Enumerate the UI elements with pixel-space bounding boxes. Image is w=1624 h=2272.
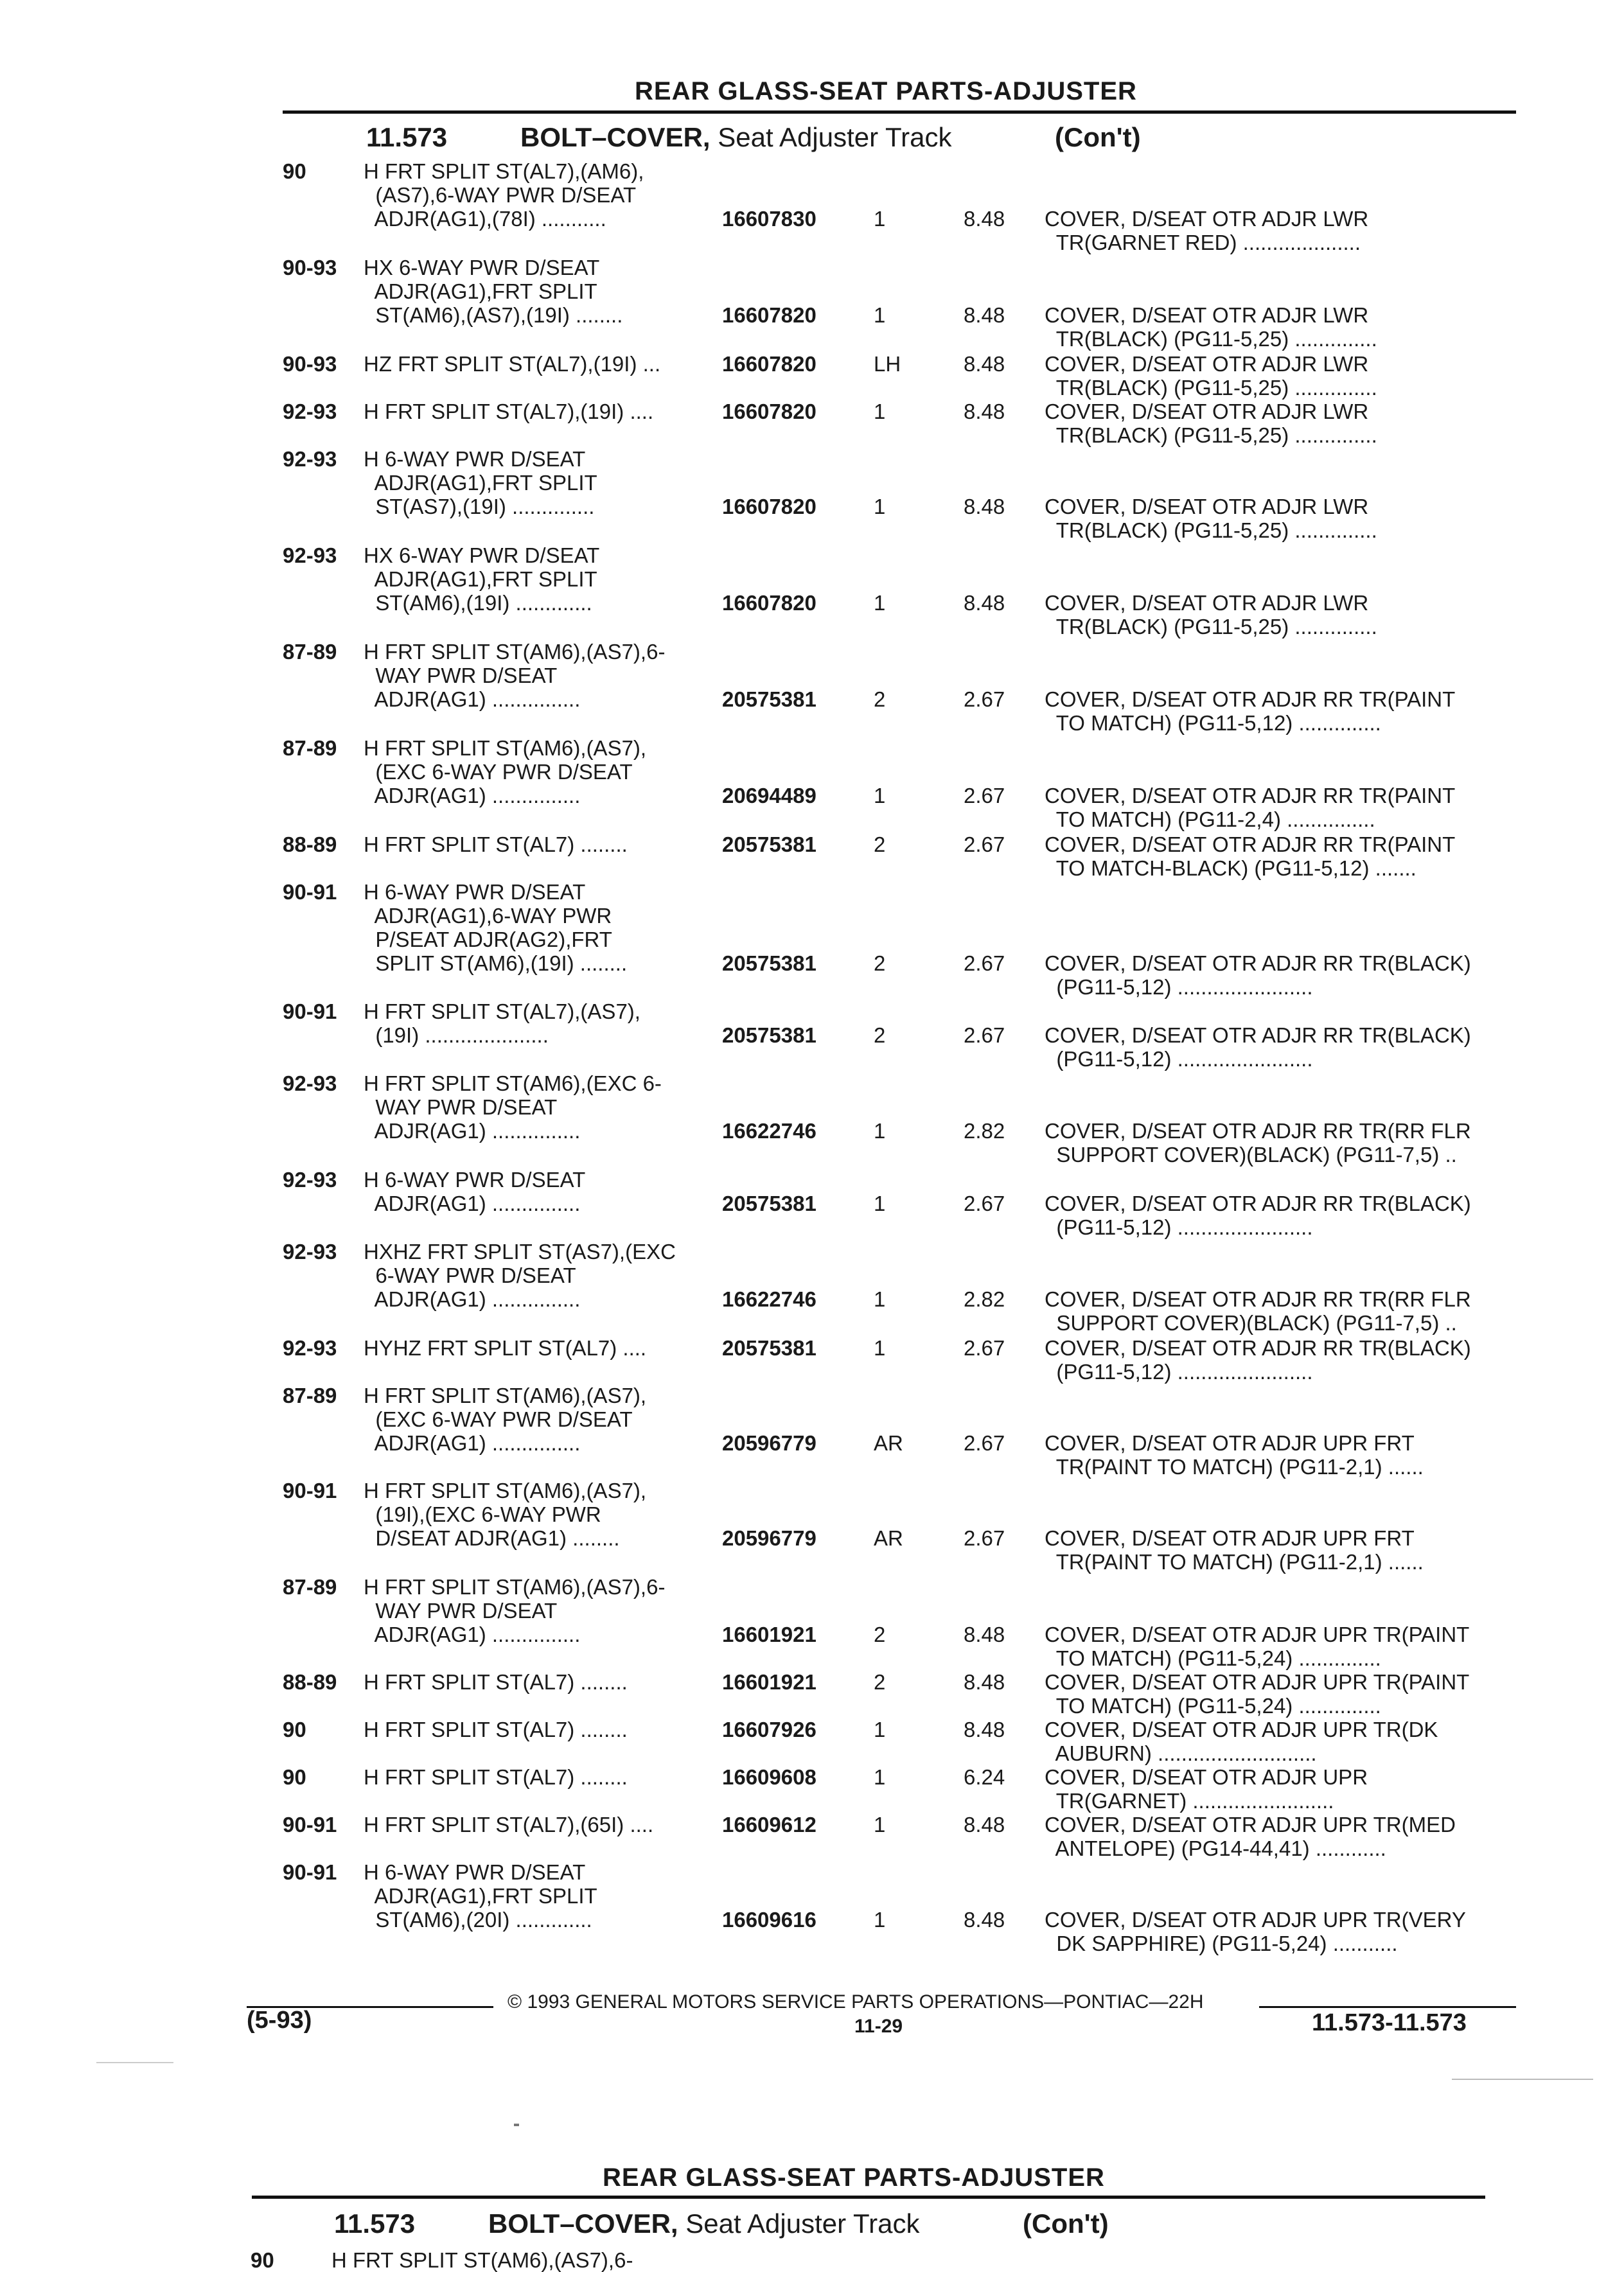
row-description: COVER, D/SEAT OTR ADJR LWR TR(BLACK) (PG11-5,25) .............. [1045, 352, 1377, 400]
row-application: H FRT SPLIT ST(AM6),(AS7), (19I),(EXC 6-WAY PWR D/SEAT ADJR(AG1) ........ [364, 1479, 647, 1550]
row-part-number: 16607820 [722, 495, 816, 518]
footer-page-number: 11-29 [854, 2016, 903, 2037]
row-years: 90-93 [283, 256, 337, 279]
row-part-number: 20575381 [722, 951, 816, 975]
row-price: 8.48 [964, 1813, 1005, 1836]
row-quantity: 2 [874, 951, 886, 975]
row-years: 90-91 [283, 1813, 337, 1836]
row-price: 2.67 [964, 1526, 1005, 1550]
row-quantity: 1 [874, 1813, 886, 1836]
row-part-number: 20596779 [722, 1526, 816, 1550]
row-years: 92-93 [283, 1168, 337, 1192]
row-description: COVER, D/SEAT OTR ADJR UPR TR(DK AUBURN) ........................... [1045, 1718, 1438, 1765]
row-price: 8.48 [964, 1718, 1005, 1741]
row-description: COVER, D/SEAT OTR ADJR LWR TR(BLACK) (PG11-5,25) .............. [1045, 303, 1377, 351]
header-rule [283, 110, 1516, 114]
row-price: 6.24 [964, 1765, 1005, 1789]
row-quantity: 2 [874, 1670, 886, 1694]
row-part-number: 20596779 [722, 1431, 816, 1455]
section-number: 11.573 [366, 122, 448, 152]
row-quantity: 1 [874, 1287, 886, 1311]
row-application: H FRT SPLIT ST(AL7),(AM6), (AS7),6-WAY PWR D/SEAT ADJR(AG1),(78I) ........... [364, 159, 644, 231]
row-part-number: 16607820 [722, 303, 816, 327]
row-quantity: 1 [874, 1336, 886, 1360]
row-application: HX 6-WAY PWR D/SEAT ADJR(AG1),FRT SPLIT ST(AM6),(AS7),(19I) ........ [364, 256, 623, 327]
row-description: COVER, D/SEAT OTR ADJR LWR TR(BLACK) (PG11-5,25) .............. [1045, 495, 1377, 542]
row-description: COVER, D/SEAT OTR ADJR RR TR(BLACK) (PG11-5,12) ....................... [1045, 1023, 1471, 1071]
row-description: COVER, D/SEAT OTR ADJR UPR TR(PAINT TO MATCH) (PG11-5,24) .............. [1045, 1670, 1470, 1718]
scan-speck [514, 2124, 519, 2126]
row-application: HX 6-WAY PWR D/SEAT ADJR(AG1),FRT SPLIT ST(AM6),(19I) ............. [364, 543, 600, 615]
row-quantity: 1 [874, 1718, 886, 1741]
row-application: H FRT SPLIT ST(AM6),(EXC 6- WAY PWR D/SEAT ADJR(AG1) ............... [364, 1071, 662, 1143]
row-price: 8.48 [964, 495, 1005, 518]
row-quantity: 1 [874, 1192, 886, 1215]
row-years: 90 [251, 2248, 274, 2272]
section-title: BOLT–COVER, Seat Adjuster Track [488, 2208, 920, 2239]
row-description: COVER, D/SEAT OTR ADJR RR TR(PAINT TO MATCH) (PG11-5,12) .............. [1045, 687, 1456, 735]
row-quantity: 1 [874, 207, 886, 231]
row-quantity: 2 [874, 832, 886, 856]
row-years: 90 [283, 159, 306, 183]
row-years: 90-91 [283, 1000, 337, 1023]
row-price: 2.67 [964, 687, 1005, 711]
row-quantity: 1 [874, 495, 886, 518]
row-application: H FRT SPLIT ST(AL7) ........ [364, 1670, 628, 1694]
row-application: H FRT SPLIT ST(AM6),(AS7), (EXC 6-WAY PWR D/SEAT ADJR(AG1) ............... [364, 736, 647, 807]
row-application: H 6-WAY PWR D/SEAT ADJR(AG1),FRT SPLIT ST(AS7),(19I) .............. [364, 447, 597, 518]
row-application: H FRT SPLIT ST(AM6),(AS7),6- [331, 2248, 633, 2272]
row-description: COVER, D/SEAT OTR ADJR UPR TR(VERY DK SAPPHIRE) (PG11-5,24) ........... [1045, 1908, 1466, 1955]
row-application: HZ FRT SPLIT ST(AL7),(19I) ... [364, 352, 661, 376]
row-quantity: AR [874, 1431, 903, 1455]
row-application: H FRT SPLIT ST(AM6),(AS7),6- WAY PWR D/SEAT ADJR(AG1) ............... [364, 640, 666, 711]
row-years: 90-93 [283, 352, 337, 376]
row-quantity: 1 [874, 303, 886, 327]
row-price: 8.48 [964, 1670, 1005, 1694]
row-quantity: 1 [874, 1119, 886, 1143]
section-heading [366, 122, 1522, 155]
row-quantity: LH [874, 352, 901, 376]
row-quantity: 2 [874, 1623, 886, 1646]
section-number: 11.573 [334, 2208, 416, 2239]
row-description: COVER, D/SEAT OTR ADJR UPR TR(PAINT TO MATCH) (PG11-5,24) .............. [1045, 1623, 1470, 1670]
row-price: 2.67 [964, 1023, 1005, 1047]
row-price: 8.48 [964, 303, 1005, 327]
row-years: 88-89 [283, 1670, 337, 1694]
scan-speck [96, 2062, 173, 2063]
row-application: H 6-WAY PWR D/SEAT ADJR(AG1),FRT SPLIT ST(AM6),(20I) ............. [364, 1860, 597, 1932]
row-application: H 6-WAY PWR D/SEAT ADJR(AG1) ............... [364, 1168, 586, 1215]
row-description: COVER, D/SEAT OTR ADJR RR TR(RR FLR SUPPORT COVER)(BLACK) (PG11-7,5) .. [1045, 1119, 1471, 1167]
row-application: H FRT SPLIT ST(AM6),(AS7),6- WAY PWR D/SEAT ADJR(AG1) ............... [364, 1575, 666, 1646]
row-part-number: 20575381 [722, 832, 816, 856]
row-description: COVER, D/SEAT OTR ADJR UPR FRT TR(PAINT TO MATCH) (PG11-2,1) ...... [1045, 1526, 1424, 1574]
row-description: COVER, D/SEAT OTR ADJR UPR TR(GARNET) ........................ [1045, 1765, 1368, 1813]
section-heading [334, 2208, 1490, 2242]
row-years: 92-93 [283, 1336, 337, 1360]
row-application: H 6-WAY PWR D/SEAT ADJR(AG1),6-WAY PWR P/SEAT ADJR(AG2),FRT SPLIT ST(AM6),(19I) ........ [364, 880, 628, 975]
page-header: REAR GLASS-SEAT PARTS-ADJUSTER [603, 2163, 1105, 2192]
row-years: 87-89 [283, 1384, 337, 1407]
header-rule [252, 2196, 1485, 2199]
row-years: 90-91 [283, 880, 337, 904]
row-years: 92-93 [283, 447, 337, 471]
row-years: 92-93 [283, 400, 337, 423]
row-part-number: 20694489 [722, 784, 816, 807]
row-part-number: 20575381 [722, 1023, 816, 1047]
row-price: 2.67 [964, 832, 1005, 856]
row-years: 90-91 [283, 1479, 337, 1502]
section-title: BOLT–COVER, Seat Adjuster Track [520, 122, 952, 152]
page-header: REAR GLASS-SEAT PARTS-ADJUSTER [635, 77, 1137, 105]
row-price: 8.48 [964, 591, 1005, 615]
row-part-number: 16607820 [722, 591, 816, 615]
row-part-number: 16601921 [722, 1670, 816, 1694]
row-description: COVER, D/SEAT OTR ADJR LWR TR(BLACK) (PG11-5,25) .............. [1045, 591, 1377, 638]
row-price: 2.67 [964, 1192, 1005, 1215]
row-part-number: 16607830 [722, 207, 816, 231]
row-part-number: 16622746 [722, 1119, 816, 1143]
row-part-number: 16609616 [722, 1908, 816, 1932]
row-price: 8.48 [964, 400, 1005, 423]
row-description: COVER, D/SEAT OTR ADJR UPR TR(MED ANTELOPE) (PG14-44,41) ............ [1045, 1813, 1456, 1860]
row-part-number: 16609608 [722, 1765, 816, 1789]
row-part-number: 20575381 [722, 1192, 816, 1215]
row-price: 8.48 [964, 207, 1005, 231]
row-part-number: 16607820 [722, 400, 816, 423]
section-continued: (Con't) [1023, 2208, 1109, 2239]
row-part-number: 16607820 [722, 352, 816, 376]
row-years: 90-91 [283, 1860, 337, 1884]
row-application: H FRT SPLIT ST(AL7),(65I) .... [364, 1813, 654, 1836]
row-price: 2.82 [964, 1287, 1005, 1311]
footer-rule-right [1259, 2006, 1516, 2008]
row-description: COVER, D/SEAT OTR ADJR RR TR(PAINT TO MATCH-BLACK) (PG11-5,12) ....... [1045, 832, 1456, 880]
row-price: 8.48 [964, 1623, 1005, 1646]
row-years: 88-89 [283, 832, 337, 856]
row-years: 92-93 [283, 1071, 337, 1095]
row-description: COVER, D/SEAT OTR ADJR RR TR(BLACK) (PG11-5,12) ....................... [1045, 951, 1471, 999]
row-quantity: 1 [874, 400, 886, 423]
row-price: 2.67 [964, 951, 1005, 975]
row-application: H FRT SPLIT ST(AL7) ........ [364, 1718, 628, 1741]
row-quantity: 2 [874, 687, 886, 711]
row-application: H FRT SPLIT ST(AM6),(AS7), (EXC 6-WAY PWR D/SEAT ADJR(AG1) ............... [364, 1384, 647, 1455]
row-part-number: 20575381 [722, 1336, 816, 1360]
row-part-number: 20575381 [722, 687, 816, 711]
row-years: 90 [283, 1718, 306, 1741]
row-description: COVER, D/SEAT OTR ADJR RR TR(PAINT TO MATCH) (PG11-2,4) ............... [1045, 784, 1456, 831]
row-quantity: 1 [874, 1908, 886, 1932]
row-description: COVER, D/SEAT OTR ADJR UPR FRT TR(PAINT TO MATCH) (PG11-2,1) ...... [1045, 1431, 1424, 1479]
row-years: 87-89 [283, 1575, 337, 1599]
row-price: 8.48 [964, 1908, 1005, 1932]
row-price: 2.67 [964, 1431, 1005, 1455]
row-application: HYHZ FRT SPLIT ST(AL7) .... [364, 1336, 647, 1360]
row-quantity: 1 [874, 784, 886, 807]
row-description: COVER, D/SEAT OTR ADJR RR TR(RR FLR SUPPORT COVER)(BLACK) (PG11-7,5) .. [1045, 1287, 1471, 1335]
row-description: COVER, D/SEAT OTR ADJR RR TR(BLACK) (PG11-5,12) ....................... [1045, 1192, 1471, 1239]
row-quantity: 2 [874, 1023, 886, 1047]
row-application: H FRT SPLIT ST(AL7) ........ [364, 1765, 628, 1789]
row-part-number: 16607926 [722, 1718, 816, 1741]
section-continued: (Con't) [1055, 122, 1141, 152]
row-description: COVER, D/SEAT OTR ADJR LWR TR(BLACK) (PG11-5,25) .............. [1045, 400, 1377, 447]
row-application: H FRT SPLIT ST(AL7),(AS7), (19I) ..................... [364, 1000, 640, 1047]
row-quantity: 1 [874, 591, 886, 615]
row-part-number: 16622746 [722, 1287, 816, 1311]
row-application: H FRT SPLIT ST(AL7),(19I) .... [364, 400, 654, 423]
footer-date: (5-93) [247, 2007, 312, 2034]
footer-copyright: © 1993 GENERAL MOTORS SERVICE PARTS OPERATIONS—PONTIAC—22H [508, 1991, 1204, 2012]
row-price: 2.67 [964, 784, 1005, 807]
row-part-number: 16609612 [722, 1813, 816, 1836]
row-price: 8.48 [964, 352, 1005, 376]
row-application: H FRT SPLIT ST(AL7) ........ [364, 832, 628, 856]
row-years: 92-93 [283, 1240, 337, 1264]
row-years: 87-89 [283, 640, 337, 664]
scan-speck [1452, 2079, 1593, 2080]
row-part-number: 16601921 [722, 1623, 816, 1646]
row-quantity: 1 [874, 1765, 886, 1789]
row-years: 92-93 [283, 543, 337, 567]
row-application: HXHZ FRT SPLIT ST(AS7),(EXC 6-WAY PWR D/SEAT ADJR(AG1) ............... [364, 1240, 676, 1311]
row-description: COVER, D/SEAT OTR ADJR RR TR(BLACK) (PG11-5,12) ....................... [1045, 1336, 1471, 1384]
row-years: 87-89 [283, 736, 337, 760]
row-years: 90 [283, 1765, 306, 1789]
row-quantity: AR [874, 1526, 903, 1550]
row-price: 2.67 [964, 1336, 1005, 1360]
footer-range: 11.573-11.573 [1312, 2009, 1467, 2036]
row-description: COVER, D/SEAT OTR ADJR LWR TR(GARNET RED) .................... [1045, 207, 1369, 254]
row-price: 2.82 [964, 1119, 1005, 1143]
